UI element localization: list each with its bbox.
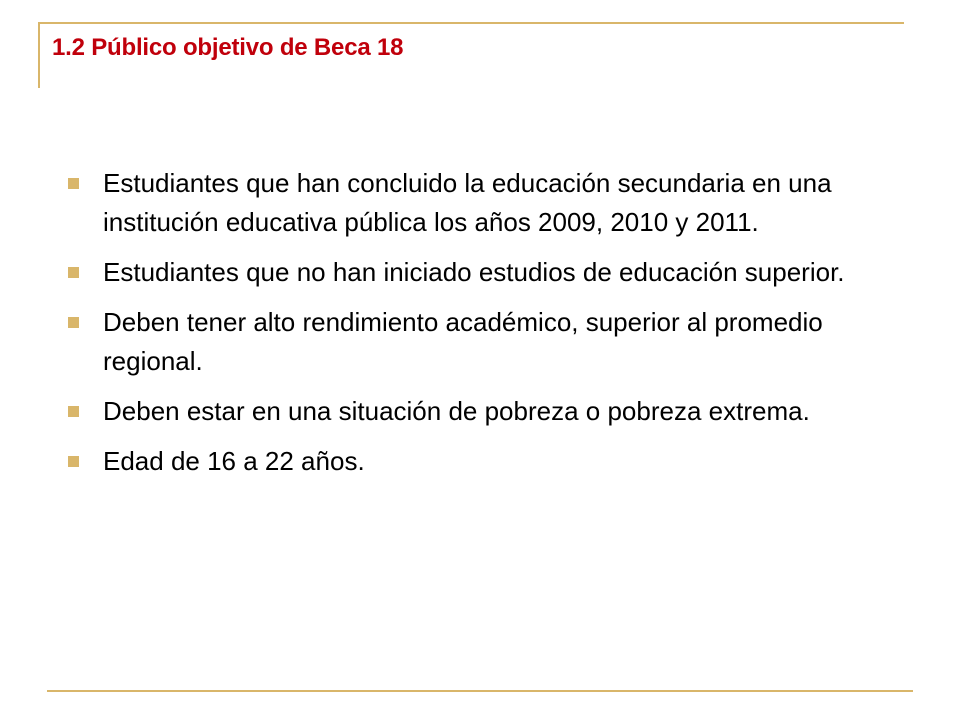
- bullet-list: [68, 164, 868, 492]
- bullet-text: Deben tener alto rendimiento académico, superior al promedio regional.: [103, 307, 823, 376]
- bullet-item: [68, 164, 868, 242]
- slide-title: 1.2 Público objetivo de Beca 18: [52, 34, 404, 61]
- square-bullet-icon: [68, 317, 79, 328]
- bullet-text: Deben estar en una situación de pobreza o pobreza extrema.: [103, 396, 810, 426]
- top-divider-line: [38, 22, 904, 24]
- bullet-item: [68, 253, 868, 292]
- bullet-item: [68, 392, 868, 431]
- square-bullet-icon: [68, 406, 79, 417]
- bullet-item: [68, 442, 868, 481]
- square-bullet-icon: [68, 178, 79, 189]
- bullet-text: Estudiantes que han concluido la educación secundaria en una institución educativa pública los años 2009, 2010 y 2011.: [103, 168, 832, 237]
- bullet-text: Edad de 16 a 22 años.: [103, 446, 365, 476]
- bottom-divider-line: [47, 690, 913, 692]
- square-bullet-icon: [68, 267, 79, 278]
- left-accent-line: [38, 22, 40, 88]
- bullet-text: Estudiantes que no han iniciado estudios de educación superior.: [103, 257, 845, 287]
- square-bullet-icon: [68, 456, 79, 467]
- bullet-item: [68, 303, 868, 381]
